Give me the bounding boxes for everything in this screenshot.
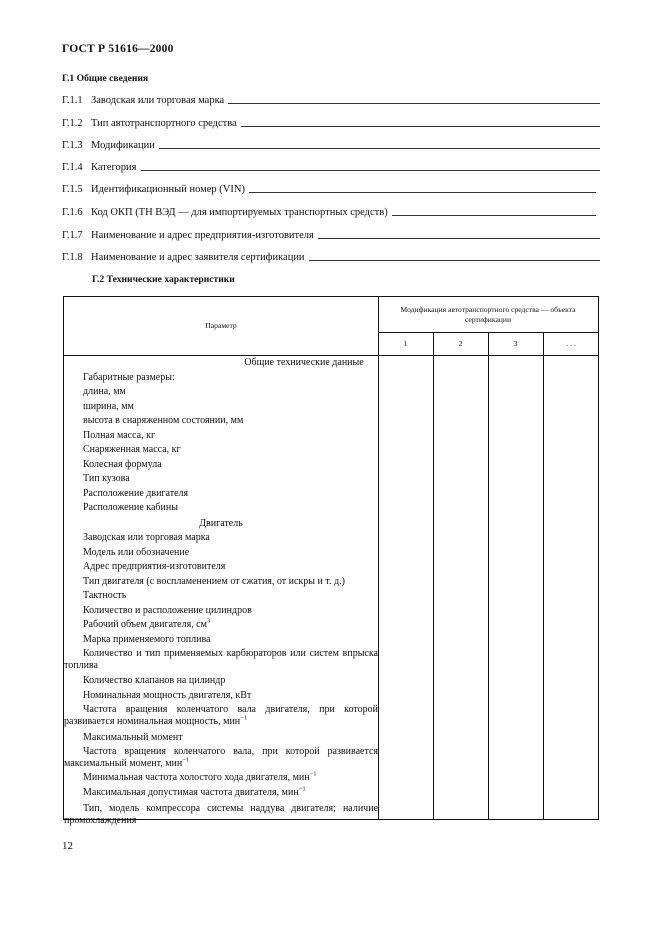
table-divider: [488, 332, 489, 819]
field-modifications[interactable]: [62, 137, 600, 151]
table-row: Количество и расположение цилиндров: [83, 605, 252, 616]
field-label: Тип автотранспортного средства: [91, 118, 237, 129]
table-divider: [433, 332, 434, 819]
table-row: Расположение двигателя: [83, 488, 189, 499]
table-row: Расположение кабины: [83, 502, 178, 513]
table-row-idle-speed: [64, 772, 378, 784]
column-number: . . .: [566, 339, 576, 348]
table-row: Снаряженная масса, кг: [83, 444, 181, 455]
table-row: Максимальный момент: [83, 732, 183, 743]
field-brand[interactable]: [62, 92, 600, 106]
table-divider: [543, 332, 544, 819]
table-row: ширина, мм: [83, 401, 134, 412]
field-vehicle-type[interactable]: [62, 115, 600, 129]
section-heading-technical: Г.2 Технические характеристики: [92, 274, 235, 285]
table-divider: [378, 332, 598, 333]
table-row: Модель или обозначение: [83, 547, 190, 558]
column-number: 1: [403, 339, 408, 348]
table-row: Колесная формула: [83, 459, 162, 470]
row-text: Рабочий объем двигателя, см: [83, 619, 207, 630]
table-row: Тип кузова: [83, 473, 130, 484]
table-divider: [64, 355, 598, 356]
table-row: Полная масса, кг: [83, 430, 156, 441]
field-fill-line[interactable]: [318, 238, 600, 239]
table-row: Адрес предприятия-изготовителя: [83, 561, 226, 572]
field-okp-code[interactable]: [62, 204, 596, 218]
superscript: 3: [206, 617, 211, 625]
table-row-rated-speed: [64, 704, 378, 727]
row-text: Максимальная допустимая частота двигателя, мин: [83, 787, 299, 798]
field-label: Код ОКП (ТН ВЭД — для импортируемых транспортных средств): [91, 207, 388, 218]
field-fill-line[interactable]: [228, 103, 600, 104]
field-number: Г.1.4: [62, 162, 83, 173]
table-row: Габаритные размеры:: [83, 372, 175, 383]
field-number: Г.1.2: [62, 118, 83, 129]
row-text: Частота вращения коленчатого вала, при которой развивается максимальный момент, мин: [64, 746, 378, 769]
field-applicant[interactable]: [62, 249, 600, 263]
table-row: длина, мм: [83, 386, 126, 397]
modification-column-header: Модификация автотранспортного средства — объекта сертификации: [400, 305, 576, 324]
field-label: Модификации: [91, 140, 155, 151]
field-fill-line[interactable]: [159, 148, 600, 149]
table-row: Количество клапанов на цилиндр: [83, 675, 226, 686]
table-divider: [378, 297, 379, 819]
table-row: Заводская или торговая марка: [83, 532, 210, 543]
field-number: Г.1.5: [62, 184, 83, 195]
field-number: Г.1.7: [62, 230, 83, 241]
page-number: 12: [62, 840, 73, 852]
table-row: Марка применяемого топлива: [83, 634, 211, 645]
table-row-torque-speed: [64, 746, 378, 769]
field-fill-line[interactable]: [141, 170, 601, 171]
field-label: Наименование и адрес заявителя сертификации: [91, 252, 305, 263]
section-heading-general: Г.1 Общие сведения: [62, 73, 149, 84]
field-number: Г.1.3: [62, 140, 83, 151]
table-row: Тип двигателя (с воспламенением от сжатия, от искры и т. д.): [83, 576, 345, 587]
row-text: Частота вращения коленчатого вала двигателя, при которой развивается номинальная мощность, мин: [64, 704, 378, 727]
field-label: Наименование и адрес предприятия-изготовителя: [91, 230, 314, 241]
field-fill-line[interactable]: [249, 192, 596, 193]
tech-spec-table: [63, 296, 599, 826]
section-row-general: Общие технические данные: [244, 357, 364, 368]
row-text: Минимальная частота холостого хода двигателя, мин: [83, 772, 310, 783]
table-row: Тактность: [83, 590, 127, 601]
field-label: Идентификационный номер (VIN): [91, 184, 245, 195]
field-fill-line[interactable]: [392, 215, 596, 216]
superscript: −1: [309, 770, 317, 778]
field-vin[interactable]: [62, 181, 596, 195]
field-label: Категория: [91, 162, 137, 173]
field-number: Г.1.8: [62, 252, 83, 263]
field-number: Г.1.1: [62, 95, 83, 106]
field-manufacturer[interactable]: [62, 227, 600, 241]
table-row: Количество и тип применяемых карбюраторов или систем впрыска топлива: [64, 648, 378, 671]
table-row: высота в снаряженном состоянии, мм: [83, 415, 244, 426]
superscript: −1: [182, 756, 190, 764]
superscript: −1: [298, 785, 306, 793]
superscript: −1: [240, 714, 248, 722]
field-fill-line[interactable]: [241, 126, 600, 127]
field-category[interactable]: [62, 159, 600, 173]
section-row-engine: Двигатель: [199, 518, 243, 529]
table-row: Тип, модель компрессора системы наддува двигателя; наличие промохлаждения: [64, 803, 378, 826]
field-fill-line[interactable]: [309, 260, 600, 261]
param-column-header: Параметр: [205, 321, 237, 330]
document-title: ГОСТ Р 51616—2000: [62, 43, 174, 55]
table-row-displacement: [64, 619, 378, 631]
field-number: Г.1.6: [62, 207, 83, 218]
column-number: 3: [513, 339, 518, 348]
table-row: Номинальная мощность двигателя, кВт: [83, 690, 252, 701]
field-label: Заводская или торговая марка: [91, 95, 225, 106]
column-number: 2: [458, 339, 463, 348]
table-row-max-speed: [64, 787, 378, 799]
